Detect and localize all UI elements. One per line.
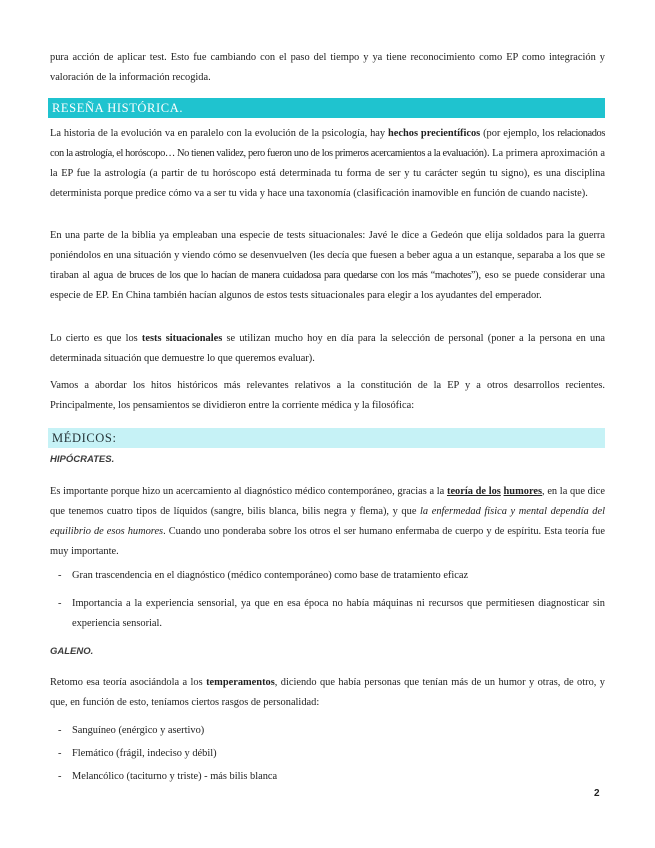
bold-temperamentos: temperamentos bbox=[206, 677, 275, 688]
hipocrates-paragraph: Es importante porque hizo un acercamiento al diagnóstico médico contemporáneo, gracias a la teoría de los humores, en la que dice que tenemos cuatro tipos de líquidos (sangre, bilis blanca, bilis negra y flema), y que la enfermedad física y mental dependía del equilibrio de esos humores. Cuando uno ponderaba sobre los otros el ser humano enfermaba de cuerpo y de espíritu. Esta teoría fue muy importante. bbox=[50, 486, 605, 557]
list-item: Melancólico (taciturno y triste) - más bilis blanca bbox=[72, 771, 278, 782]
bold-humores: humores bbox=[503, 486, 543, 497]
galeno-paragraph: Retomo esa teoría asociándola a los temperamentos, diciendo que había personas que tenían más de un humor y otras, de otro, y que, en función de esto, teníamos ciertos rasgos de personalidad: bbox=[50, 677, 605, 708]
resena-paragraph-4: Vamos a abordar los hitos históricos más relevantes relativos a la constitución de la EP y a otros desarrollos recientes. Principalmente, los pensamientos se dividieron entre la corriente médica y la filosófica: bbox=[50, 380, 605, 411]
list-item: Sanguíneo (enérgico y asertivo) bbox=[72, 725, 205, 736]
intro-paragraph: pura acción de aplicar test. Esto fue cambiando con el paso del tiempo y ya tiene reconocimiento como EP como integración y valoración de la información recogida. bbox=[50, 52, 605, 83]
resena-paragraph-3: Lo cierto es que los tests situacionales se utilizan mucho hoy en día para la selección de personal (poner a la persona en una determinada situación que demuestre lo que queremos evaluar). bbox=[50, 333, 606, 364]
resena-paragraph-1: La historia de la evolución va en paralelo con la evolución de la psicología, hay hechos precientíficos (por ejemplo, los relacionados con la astrología, el horóscopo… No tienen validez, pero fueron uno de los primeros acercamientos a la evaluación). La primera aproximación a la EP fue la astrología (a partir de tu horóscopo está determinada tu forma de ser y tu carácter según tu signo), es una disciplina determinista porque predice cómo va a ser tu vida y hace una taxonomía (clasificación inamovible en función de cuando naciste). bbox=[50, 128, 605, 199]
subheading-galeno: GALENO. bbox=[50, 646, 94, 657]
bold-tests-situacionales: tests situacionales bbox=[141, 333, 223, 344]
section-heading-resena: RESEÑA HISTÓRICA. bbox=[48, 98, 605, 118]
bullet-marker: - bbox=[58, 748, 62, 759]
bullet-marker: - bbox=[58, 725, 62, 736]
resena-paragraph-2: En una parte de la biblia ya empleaban una especie de tests situacionales: Javé le dice a Gedeón que elija soldados para la guerra poniéndolos en una situación y viendo cómo se desenvuelven (les decía que fuesen a beber agua a un estanque, separaba a los que se tiraban al agua de bruces de los que lo hacían de manera cuidadosa para quedarse con los más “machotes”), eso se puede considerar una especie de EP. En China también hacían algunos de estos tests situacionales para elegir a los ayudantes del emperador. bbox=[50, 230, 605, 301]
bold-hechos-precientificos: hechos precientíficos bbox=[388, 128, 481, 139]
list-item: Importancia a la experiencia sensorial, ya que en esa época no había máquinas ni recursos que permitiesen diagnosticar sin experiencia sensorial. bbox=[72, 598, 605, 629]
list-item: Flemático (frágil, indeciso y débil) bbox=[72, 748, 217, 759]
italic-equilibrio: la enfermedad física y mental dependía del equilibrio de esos humores bbox=[50, 506, 605, 537]
bullet-marker: - bbox=[58, 771, 62, 782]
section-heading-medicos: MÉDICOS: bbox=[48, 428, 605, 448]
subheading-hipocrates: HIPÓCRATES. bbox=[50, 454, 115, 465]
bold-teoria-de-los: teoría de los bbox=[446, 486, 501, 497]
bullet-marker: - bbox=[58, 598, 62, 609]
list-item: Gran trascendencia en el diagnóstico (médico contemporáneo) como base de tratamiento eficaz bbox=[72, 570, 469, 581]
page-number: 2 bbox=[594, 788, 600, 799]
bullet-marker: - bbox=[58, 570, 62, 581]
